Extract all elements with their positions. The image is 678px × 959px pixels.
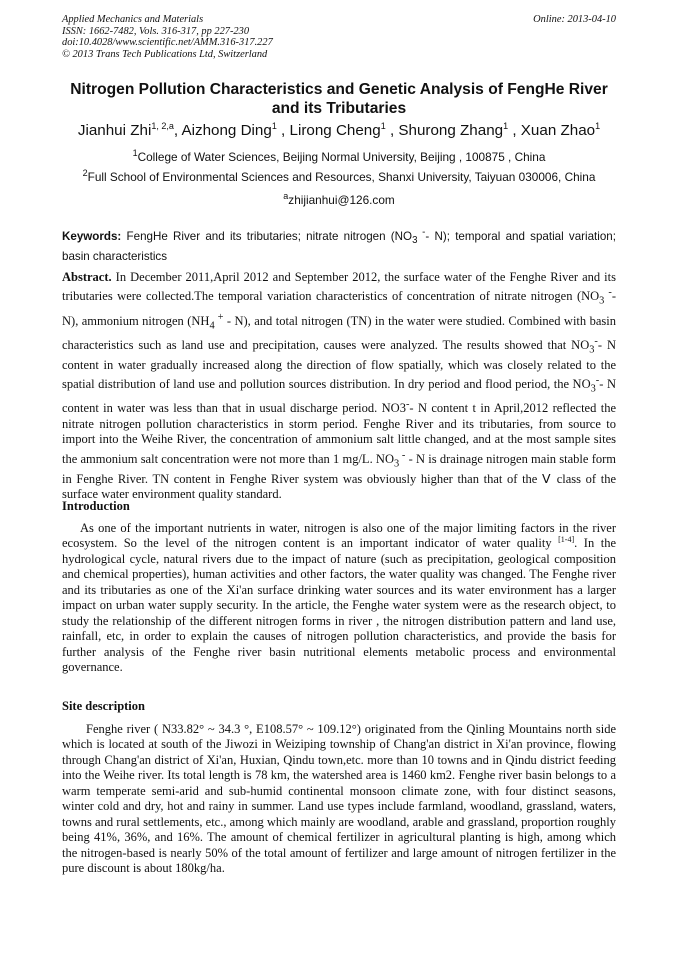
- superscript: -: [405, 399, 410, 411]
- email-mark: a: [283, 191, 289, 202]
- author-name: Xuan Zhao: [520, 122, 596, 139]
- abstract-text: - N content in water was less than that in usual discharge period. NO3: [62, 377, 616, 416]
- abstract-text: - N), ammonium nitrogen (NH: [62, 289, 616, 328]
- paper-title: Nitrogen Pollution Characteristics and Genetic Analysis of FengHe River and its Tributaries: [70, 81, 608, 117]
- introduction-text: As one of the important nutrients in water, nitrogen is also one of the major limiting factors in the river ecosystem. So the level of the nitrogen content is an important indicator of water quality: [62, 521, 616, 551]
- abstract-text: - N content t in April,2012 reflected the nitrate nitrogen pollution characteristics in storm period. Fenghe River and its tributaries, from source to import into the Weihe River, the concentration of ammonium salt little changed, and at the most sample sites the ammonium salt concentration were not more than 1 mg/L. NO: [62, 401, 616, 467]
- keywords-label: Keywords:: [62, 229, 122, 243]
- affiliation-text: College of Water Sciences, Beijing Normal University, Beijing , 100875 , China: [137, 150, 546, 164]
- author-affil-mark: 1: [380, 120, 386, 131]
- copyright-line: © 2013 Trans Tech Publications Ltd, Switzerland: [62, 48, 268, 60]
- keywords: [62, 225, 616, 264]
- superscript: -: [595, 375, 600, 387]
- affiliation-mark: 2: [82, 168, 88, 179]
- introduction-heading: Introduction: [62, 499, 130, 513]
- citation-ref[interactable]: [1-4]: [558, 535, 575, 545]
- superscript: -: [594, 335, 598, 347]
- superscript: -: [417, 227, 426, 238]
- subscript: 4: [209, 320, 215, 332]
- author-name: Aizhong Ding: [181, 122, 272, 139]
- introduction-text: . In the hydrological cycle, natural rivers due to the impact of nature (such as precipitation, geological composition and chemical properties), human activities and other factors, the water quality was changed. The Fenghe river and its tributaries as one of the Xi'an surface drinking water sources and its water environment has a larger impact on urban water supply security. In the article, the Fenghe water system were as the research object, to study the relationship of the different nitrogen forms in river , the nitrogen distribution pattern and land use, rainfall, etc, in order to explain the causes of nitrogen pollution characteristics, and provide the basis for further analysis of the Fenghe river basin nutritional elements metabolic process and environmental governance.: [62, 536, 616, 675]
- author-name: Jianhui Zhi: [77, 122, 152, 139]
- subscript: 3: [590, 383, 596, 395]
- keywords-text: - N); temporal and spatial variation; basin characteristics: [62, 229, 616, 263]
- affiliation-text: Full School of Environmental Sciences and Resources, Shanxi University, Taiyuan 030006, China: [87, 170, 596, 184]
- introduction-body: [62, 521, 616, 676]
- author-affil-mark: 1, 2,a: [151, 120, 174, 131]
- superscript: -: [604, 287, 612, 299]
- subscript: 3: [394, 458, 400, 470]
- email-line: [50, 193, 628, 208]
- author-list: Jianhui Zhi$^{1, 2,a}$, Aizhong Ding$^1$ , Lirong Cheng$^1$ , Shurong Zhang$^1$ , Xuan Zhao$^1$: [77, 120, 601, 139]
- author-name: Shurong Zhang: [398, 122, 504, 139]
- abstract-text: - N), and total nitrogen (TN) in the water were studied. Combined with basin characteristics such as land use and precipitation, causes were analyzed. The results showed that NO: [62, 313, 616, 352]
- subscript: 3: [599, 296, 605, 308]
- affiliation-mark: 1: [132, 148, 138, 159]
- author-affil-mark: 1: [595, 120, 601, 131]
- abstract-text: In December 2011,April 2012 and September 2012, the surface water of the Fenghe River and its tributaries were collected.The temporal variation characteristics of concentration of nitrate nitrogen (NO: [62, 270, 616, 304]
- subscript: 3: [589, 344, 595, 356]
- superscript: -: [399, 449, 406, 461]
- abstract-text: - N content in water gradually increased along the direction of flow spatially, which was closely related to the spatial distribution of land use and pollution sources distribution. In dry period and flood period, the NO: [62, 337, 616, 392]
- author-affil-mark: 1: [503, 120, 509, 131]
- site-description-heading: Site description: [62, 699, 145, 713]
- author-affil-mark: 1: [271, 120, 277, 131]
- doi-line[interactable]: doi:10.4028/www.scientific.net/AMM.316-317.227: [62, 37, 273, 49]
- affiliation-1: [50, 150, 628, 165]
- site-description-body: Fenghe river ( N33.82° ~ 34.3 °, E108.57° ~ 109.12°) originated from the Qinling Mountains north side which is located at south of the Jiwozi in Weiziping township of Chang'an district in Xi'an province, flowing through Chang'an district of Xi'an, Huxian, Qindu town,etc. more than 10 towns and in Qindu district feeding into the Weihe river. Its total length is 78 km, the watershed area is 1460 km2. Fenghe river basin belongs to a warm temperate semi-arid and sub-humid continental monsoon climate zone, with four distinct seasons, winter cold and dry, hot and rainy in summer. Land use types include farmland, woodland, grassland, waters, towns and rural settlements, etc., among which mainly are woodland, arable and grassland, proportion roughly being 41%, 36%, and 16%. The amount of chemical fertilizer in agricultural planting is high, among which the nitrogen-based is nearly 50% of the total amount of fertilizer and large amount of nitrogen fertilizer in the pure discount is about 180kg/ha.: [62, 722, 616, 876]
- abstract-text: - N is drainage nitrogen main stable form in Fenghe River. TN content in Fenghe River system was obviously higher than that of the Ⅴ class of the surface water environment quality standard.: [62, 452, 616, 502]
- keywords-text: FengHe River and its tributaries; nitrate nitrogen (NO: [121, 229, 413, 243]
- author-name: Lirong Cheng: [289, 122, 381, 139]
- superscript: +: [214, 311, 224, 323]
- issn-line: ISSN: 1662-7482, Vols. 316-317, pp 227-230: [62, 25, 250, 37]
- journal-name: Applied Mechanics and Materials: [62, 14, 204, 25]
- affiliation-2: [50, 170, 628, 185]
- journal-header: [62, 14, 616, 60]
- abstract: [62, 270, 616, 503]
- subscript: 3: [412, 235, 418, 247]
- email-address[interactable]: zhijianhui@126.com: [288, 193, 395, 207]
- online-date: Online: 2013-04-10: [533, 14, 616, 25]
- abstract-label: Abstract.: [62, 270, 112, 284]
